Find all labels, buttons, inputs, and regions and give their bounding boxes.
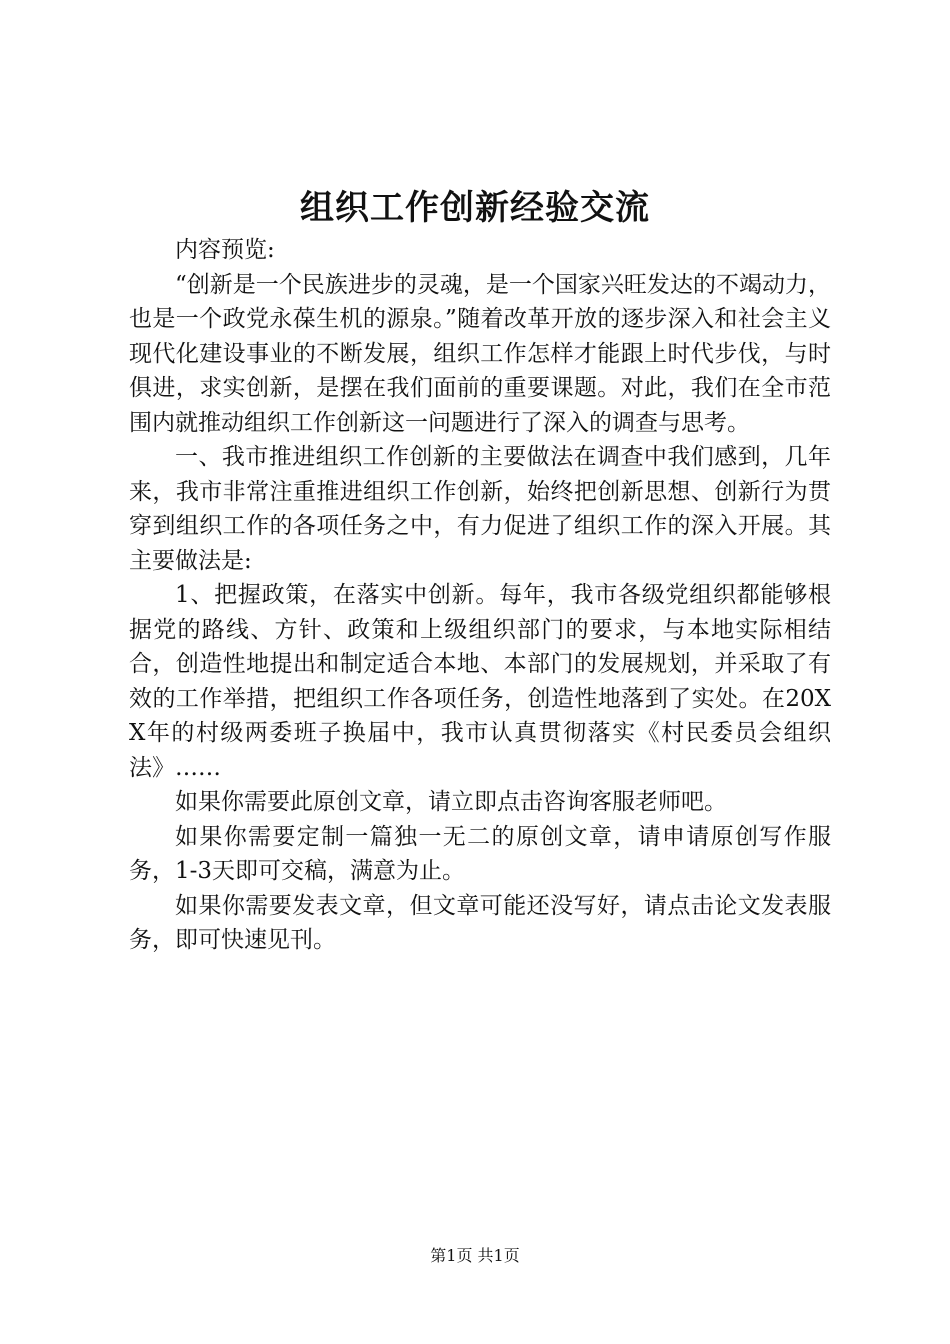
document-body [129, 233, 831, 958]
preview-label: 内容预览: [175, 237, 275, 263]
custom-writing-paragraph: 如果你需要定制一篇独一无二的原创文章，请申请原创写作服务，1-3天即可交稿，满意为止。 [129, 823, 831, 884]
page-number: 第1页 共1页 [430, 1246, 520, 1265]
publishing-paragraph: 如果你需要发表文章，但文章可能还没写好，请点击论文发表服务，即可快速见刊。 [129, 892, 831, 953]
document-title: 组织工作创新经验交流 [300, 188, 650, 228]
intro-paragraph: “创新是一个民族进步的灵魂，是一个国家兴旺发达的不竭动力，也是一个政党永葆生机的源泉。”随着改革开放的逐步深入和社会主义现代化建设事业的不断发展，组织工作怎样才能跟上时代步伐，与时俱进，求实创新，是摆在我们面前的重要课题。对此，我们在全市范围内就推动组织工作创新这一问题进行了深入的调查与思考。 [129, 271, 831, 436]
section-one-paragraph: 一、我市推进组织工作创新的主要做法在调查中我们感到，几年来，我市非常注重推进组织工作创新，始终把创新思想、创新行为贯穿到组织工作的各项任务之中，有力促进了组织工作的深入开展。其主要做法是: [129, 444, 831, 574]
consult-paragraph: 如果你需要此原创文章，请立即点击咨询客服老师吧。 [175, 789, 727, 815]
point-one-paragraph: 1、把握政策，在落实中创新。每年，我市各级党组织都能够根据党的路线、方针、政策和上级组织部门的要求，与本地实际相结合，创造性地提出和制定适合本地、本部门的发展规划，并采取了有效的工作举措，把组织工作各项任务，创造性地落到了实处。在20XX年的村级两委班子换届中，我市认真贯彻落实《村民委员会组织法》…… [129, 582, 831, 781]
